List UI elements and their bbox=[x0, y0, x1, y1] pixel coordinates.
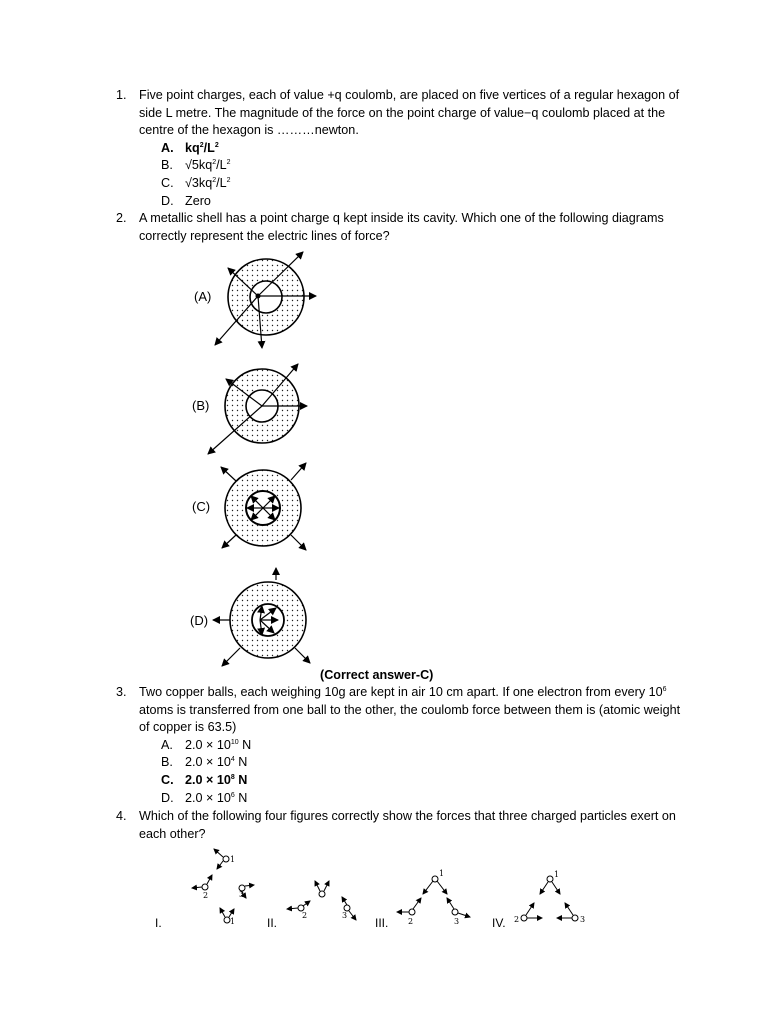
shell-diagrams bbox=[180, 248, 340, 673]
option-d: D. Zero bbox=[161, 193, 211, 208]
particle-label: 1 bbox=[439, 869, 445, 878]
diagram-c-label: (C) bbox=[192, 499, 211, 514]
particle-label: 3 bbox=[239, 890, 245, 899]
particle-label: 2 bbox=[514, 915, 520, 924]
diagram-a-label: (A) bbox=[194, 289, 212, 304]
particle-label: 3 bbox=[580, 915, 586, 924]
particle-label: 1 bbox=[230, 855, 236, 864]
question-text: Five point charges, each of value +q coulomb, are placed on five vertices of a regular hexagon of side L metre. The magnitude of the force on the point charge of value−q coulomb placed at the centre of the hexagon is ………newton. bbox=[139, 88, 680, 138]
particle-label: 2 bbox=[302, 911, 308, 920]
figure-label-iii: III. bbox=[375, 916, 389, 930]
diagram-b bbox=[192, 364, 307, 454]
force-figures bbox=[150, 842, 610, 934]
question-text: Two copper balls, each weighing 10g are kept in air 10 cm apart. If one electron from every $10^6$ atoms is transferred from one ball to the other, the coulomb force between them is (atomic weight of copper is 63.5) bbox=[139, 685, 681, 735]
option-d: D. $2.0 \times 10^6$ N bbox=[161, 790, 248, 805]
diagram-b-label: (B) bbox=[192, 398, 210, 413]
options-list bbox=[161, 140, 688, 210]
figure-i bbox=[192, 849, 254, 923]
diagram-a bbox=[194, 252, 316, 348]
diagram-d-label: (D) bbox=[190, 613, 209, 628]
question-1 bbox=[116, 87, 688, 210]
question-number: 4. bbox=[116, 809, 127, 823]
diagram-d bbox=[190, 568, 310, 666]
particle-label: 2 bbox=[203, 891, 209, 900]
figure-label-ii: II. bbox=[267, 916, 278, 930]
particle-label: 1 bbox=[230, 917, 236, 926]
correct-answer-note: (Correct answer-C) bbox=[320, 668, 434, 682]
particle-label: 3 bbox=[342, 911, 348, 920]
question-number: 3. bbox=[116, 685, 127, 699]
option-b: B. $2.0 \times 10^4$ N bbox=[161, 755, 248, 770]
question-number: 1. bbox=[116, 88, 127, 102]
particle-label: 1 bbox=[554, 870, 560, 879]
option-c: C. $2.0 \times 10^8$ N bbox=[161, 772, 248, 787]
figure-label-i: I. bbox=[155, 916, 162, 930]
particle-label: 3 bbox=[454, 917, 460, 926]
question-text: Which of the following four figures correctly show the forces that three charged particles exert on each other? bbox=[139, 809, 676, 841]
option-c: C. $√3kq^2/L^2$ bbox=[161, 175, 231, 190]
option-a: A. $2.0 \times 10^{10}$ N bbox=[161, 737, 252, 752]
question-text: A metallic shell has a point charge q kept inside its cavity. Which one of the following diagrams correctly represent the electric lines of force? bbox=[139, 211, 664, 243]
question-2 bbox=[116, 210, 688, 245]
options-list bbox=[161, 737, 688, 807]
diagram-c bbox=[192, 463, 306, 550]
option-b: B. $√5kq^2/L^2$ bbox=[161, 158, 231, 173]
figure-label-iv: IV. bbox=[492, 916, 506, 930]
question-3 bbox=[116, 684, 688, 807]
figure-iii bbox=[397, 876, 470, 917]
question-number: 2. bbox=[116, 211, 127, 225]
option-a: A. $kq^2/L^2$ bbox=[161, 140, 219, 155]
question-4 bbox=[116, 808, 688, 843]
figure-iv bbox=[521, 876, 578, 921]
particle-label: 2 bbox=[408, 917, 414, 926]
